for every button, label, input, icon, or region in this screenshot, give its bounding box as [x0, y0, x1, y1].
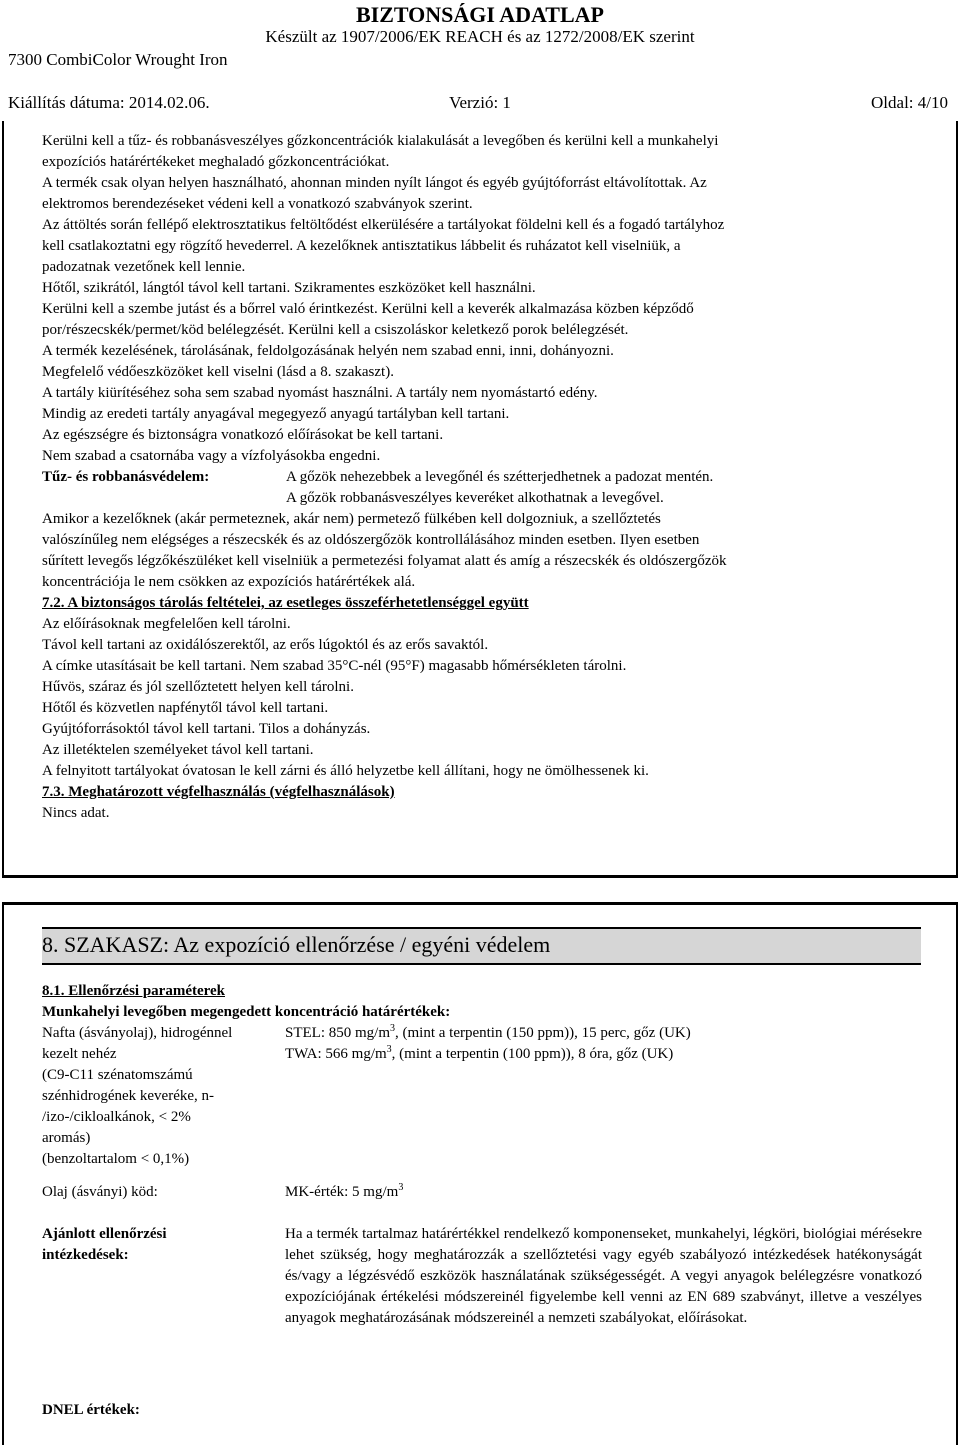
text-line: por/részecskék/permet/köd belélegzését. Kerülni kell a csiszoláskor keletkező porok belélegzését.	[42, 322, 629, 338]
text-line: (benzoltartalom < 0,1%)	[42, 1151, 190, 1167]
limits-heading: Munkahelyi levegőben megengedett koncentráció határértékek:	[42, 1004, 451, 1020]
text-line: Kerülni kell a szembe jutást és a bőrrel való érintkezést. Kerülni kell a keverék alkalmazása közben képződő	[42, 301, 694, 317]
text-line: A termék csak olyan helyen használható, ahonnan minden nyílt lángot és egyéb gyújtóforrást eltávolítottak. Az	[42, 175, 707, 191]
sup-3: 3	[390, 1023, 395, 1034]
issue-date: Kiállítás dátuma: 2014.02.06.	[8, 93, 210, 112]
text-line: Nem szabad a csatornába vagy a vízfolyásokba engedni.	[42, 448, 381, 464]
text-line: Mindig az eredeti tartály anyagával megegyező anyagú tartályban kell tartani.	[42, 406, 510, 422]
text-line: /izo-/cikloalkánok, < 2%	[42, 1109, 191, 1125]
text-line: koncentrációja le nem csökken az expozíciós határértékek alá.	[42, 574, 416, 590]
controls-label	[42, 1224, 285, 1329]
section8-title-text: 8. SZAKASZ: Az expozíció ellenőrzése / egyéni védelem	[42, 932, 551, 957]
mk-value	[285, 1182, 922, 1203]
heading-7-3: 7.3. Meghatározott végfelhasználás (végfelhasználások)	[42, 784, 395, 800]
page-number: Oldal: 4/10	[871, 93, 948, 112]
text-line: Hőtől és közvetlen napfénytől távol kell tartani.	[42, 700, 329, 716]
fire-protection	[42, 467, 922, 509]
text-line: A címke utasításait be kell tartani. Nem szabad 35°C-nél (95°F) magasabb hőmérsékleten tárolni.	[42, 658, 627, 674]
text-line: Távol kell tartani az oxidálószerektől, az erős lúgoktól és az erős savaktól.	[42, 637, 489, 653]
section8-1	[42, 981, 922, 1023]
substance-limits	[285, 1023, 922, 1170]
text-line: kell csatlakoztatni egy rögzítő hevederrel. A kezelőknek antisztatikus lábbelit és ruházatot kell viselniük, a	[42, 238, 681, 254]
controls-label-1: Ajánlott ellenőrzési	[42, 1226, 167, 1242]
stel-post: , (mint a terpentin (150 ppm)), 15 perc, gőz (UK)	[395, 1025, 691, 1041]
controls-row	[42, 1224, 922, 1329]
text-line: sűrített levegős légzőkészüléket kell viselniük a permetezési folyamat alatt és amíg a részecskék és oldószergőzök	[42, 553, 727, 569]
controls-text: Ha a termék tartalmaz határértékkel rendelkező komponenseket, munkahelyi, légköri, biológiai mérésekre lehet szükség, hogy meghatározzák a szellőztetési vagy egyéb szabályozó intézkedések hatékonyságát és/vagy a légzésvédő eszközök használatának szükségességét. A vegyi anyagok belélegzésre vonatkozó expozíciójának értékelési módszereinél figyelembe kell venni az EN 689 szabványt, illetve a veszélyes anyagok meghatározásának módszereinél a nemzeti szabályokat, előírásokat.	[285, 1226, 922, 1326]
text-line: Nafta (ásványolaj), hidrogénnel	[42, 1025, 233, 1041]
text-line: kezelt nehéz	[42, 1046, 117, 1062]
text-line: elektromos berendezéseket védeni kell a vonatkozó szabványok szerint.	[42, 196, 473, 212]
text-line: Amikor a kezelőknek (akár permeteznek, akár nem) permetező fülkében kell dolgozniuk, a szellőztetés	[42, 511, 661, 527]
heading-8-1: 8.1. Ellenőrzési paraméterek	[42, 983, 226, 999]
text-line: Az illetéktelen személyeket távol kell tartani.	[42, 742, 314, 758]
substance-name-2: Olaj (ásványi) köd:	[42, 1184, 158, 1200]
text-line: (C9-C11 szénatomszámú	[42, 1067, 193, 1083]
text-line: Hűvös, száraz és jól szellőztetett helyen kell tárolni.	[42, 679, 354, 695]
text-line: Kerülni kell a tűz- és robbanásveszélyes gőzkoncentrációk kialakulását a levegőben és kerülni kell a munkahelyi	[42, 133, 719, 149]
text-line: aromás)	[42, 1130, 91, 1146]
stel-value	[285, 1023, 922, 1044]
text-line: A gőzök robbanásveszélyes keveréket alkothatnak a levegővel.	[286, 490, 664, 506]
text-line: szénhidrogének keveréke, n-	[42, 1088, 215, 1104]
version: Verzió: 1	[449, 93, 511, 112]
text-line: A termék kezelésének, tárolásának, feldolgozásának helyén nem szabad enni, inni, dohányozni.	[42, 343, 614, 359]
text-line: Az előírásoknak megfelelően kell tárolni.	[42, 616, 291, 632]
text-line: Nincs adat.	[42, 805, 110, 821]
text-line: A tartály kiürítéséhez soha sem szabad nyomást használni. A tartály nem nyomástartó edény.	[42, 385, 598, 401]
section7-content	[42, 131, 922, 824]
heading-7-2: 7.2. A biztonságos tárolás feltételei, az esetleges összeférhetetlenséggel együtt	[42, 595, 529, 611]
twa-pre: TWA: 566 mg/m	[285, 1046, 387, 1062]
text-line: Gyújtóforrásoktól távol kell tartani. Tilos a dohányzás.	[42, 721, 371, 737]
section8-title	[42, 927, 921, 965]
twa-post: , (mint a terpentin (100 ppm)), 8 óra, gőz (UK)	[391, 1046, 674, 1062]
dnel-row	[42, 1400, 922, 1421]
document-subtitle: Készült az 1907/2006/EK REACH és az 1272/2008/EK szerint	[265, 27, 695, 46]
twa-value	[285, 1044, 922, 1065]
text-line: valószínűleg nem elégséges a részecskék és az oldószergőzök kontrollálásához minden esetben. Ilyen esetben	[42, 532, 700, 548]
mk-pre: MK-érték: 5 mg/m	[285, 1184, 399, 1200]
substance-row-1	[42, 1023, 922, 1170]
text-line: A felnyitott tartályokat óvatosan le kell zárni és álló helyzetbe kell állítani, hogy ne ömölhessenek ki.	[42, 763, 649, 779]
text-line: Hőtől, szikrától, lángtól távol kell tartani. Szikramentes eszközöket kell használni.	[42, 280, 536, 296]
document-title: BIZTONSÁGI ADATLAP	[356, 2, 604, 27]
text-line: Az egészségre és biztonságra vonatkozó előírásokat be kell tartani.	[42, 427, 444, 443]
sup-3: 3	[386, 1044, 392, 1055]
dnel-label: DNEL értékek:	[42, 1402, 140, 1418]
substance-row-2	[42, 1182, 922, 1203]
text-line: padozatnak vezetőnek kell lennie.	[42, 259, 246, 275]
text-line: Megfelelő védőeszközöket kell viselni (lásd a 8. szakaszt).	[42, 364, 394, 380]
product-name: 7300 CombiColor Wrought Iron	[8, 50, 228, 69]
text-line: Az áttöltés során fellépő elektrosztatikus feltöltődést elkerülésére a tartályokat földelni kell és a fogadó tartályhoz	[42, 217, 725, 233]
substance-name	[42, 1023, 285, 1170]
sup-3: 3	[398, 1182, 404, 1193]
text-line: expozíciós határértékeket meghaladó gőzkoncentrációkat.	[42, 154, 390, 170]
fire-protection-label: Tűz- és robbanásvédelem:	[42, 469, 210, 485]
stel-pre: STEL: 850 mg/m	[285, 1025, 390, 1041]
controls-label-2: intézkedések:	[42, 1247, 129, 1263]
text-line: A gőzök nehezebbek a levegőnél és szétterjedhetnek a padozat mentén.	[286, 469, 714, 485]
